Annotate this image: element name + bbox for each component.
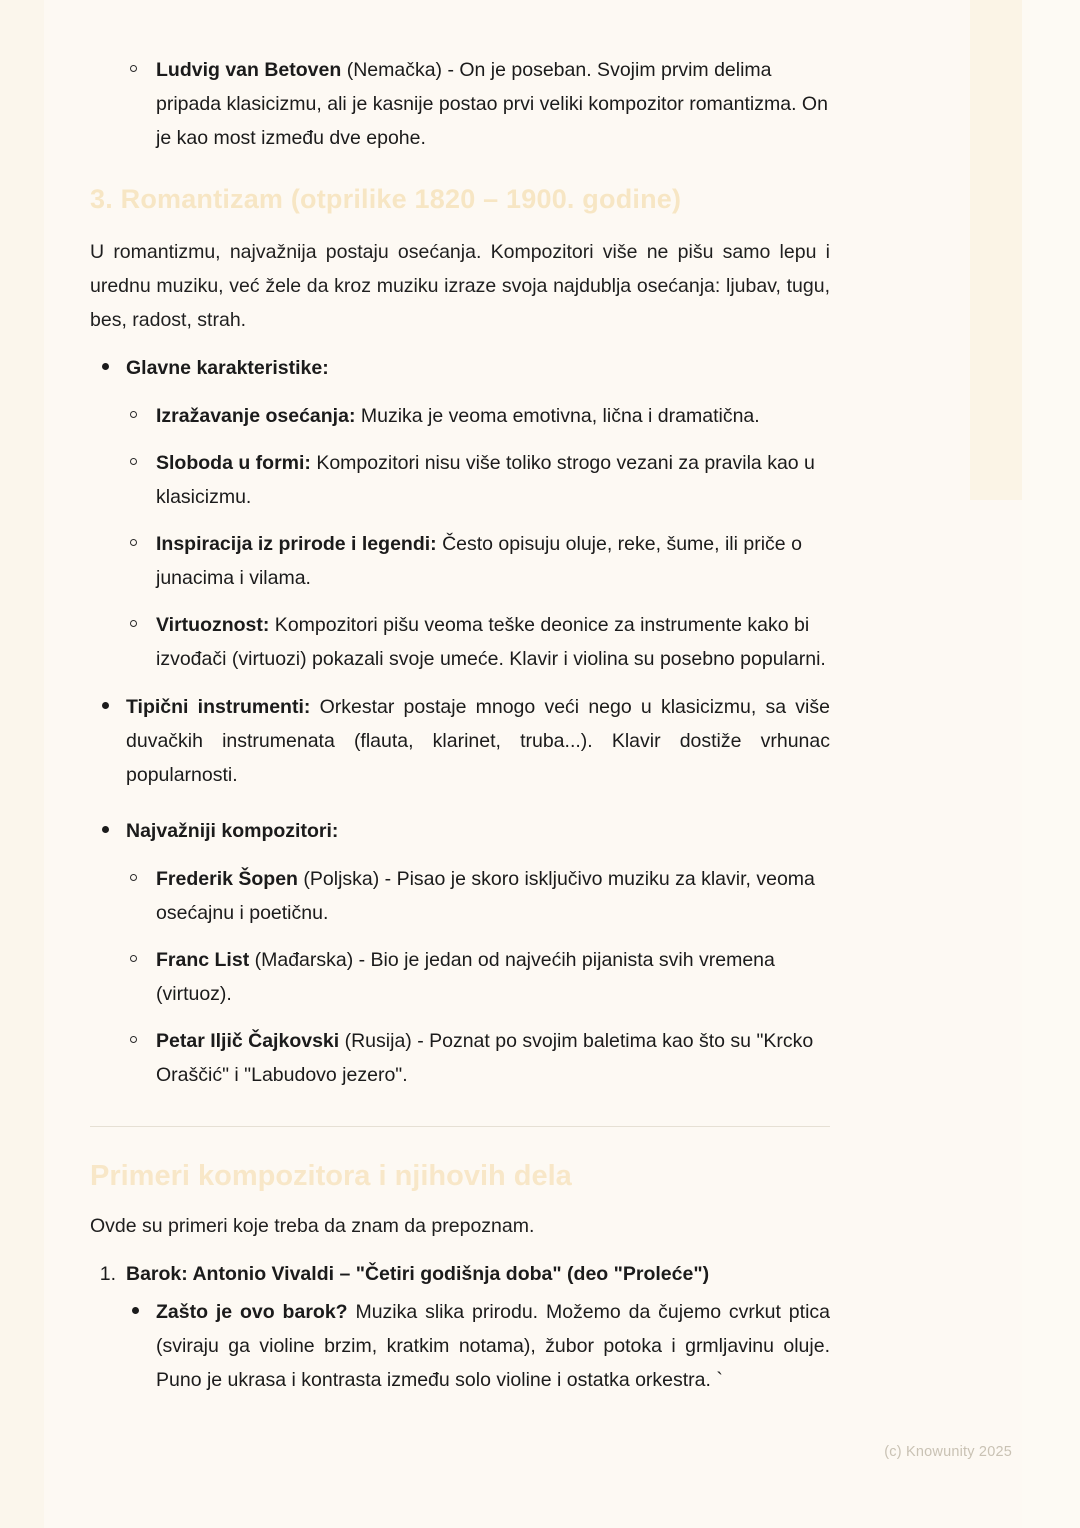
hollow-bullet-icon (130, 65, 137, 72)
list-item (120, 608, 830, 676)
examples-list (90, 1257, 830, 1291)
composer-description: (Mađarska) - Bio je jedan od najvećih pijanista svih vremena (virtuoz). (156, 949, 775, 1005)
solid-bullet-icon (132, 1307, 139, 1314)
watermark: (c) Knowunity 2025 (884, 1444, 1012, 1460)
characteristic-term: Virtuoznost: (156, 614, 270, 636)
characteristics-label: Glavne karakteristike: (126, 357, 329, 379)
composer-description: (Rusija) - Poznat po svojim baletima kao što su "Krcko Oraščić" i "Labudovo jezero". (156, 1030, 814, 1086)
composer-name: Petar Iljič Čajkovski (156, 1030, 340, 1052)
example-question: Zašto je ovo barok? (156, 1301, 348, 1323)
composer-name: Franc List (156, 949, 250, 971)
characteristic-term: Sloboda u formi: (156, 452, 311, 474)
list-item (90, 1257, 830, 1291)
list-item (90, 690, 830, 792)
page-left-margin (0, 0, 44, 1528)
list-number: 1. (99, 1263, 116, 1285)
composer-name: Ludvig van Betoven (156, 59, 342, 81)
composers-sublist (120, 862, 830, 1092)
page-tint-block (970, 0, 1022, 500)
list-item (120, 943, 830, 1011)
document-content (90, 40, 830, 1411)
hollow-bullet-icon (130, 620, 137, 627)
examples-intro: Ovde su primeri koje treba da znam da prepoznam. (90, 1215, 535, 1237)
composers-label: Najvažniji kompozitori: (126, 820, 339, 842)
list-item (120, 862, 830, 930)
instruments-list (90, 690, 830, 848)
list-item (120, 1295, 830, 1397)
intro-paragraph: U romantizmu, najvažnija postaju osećanja. Kompozitori više ne pišu samo lepu i urednu muziku, već žele da kroz muziku izraze svoja najdublja osećanja: ljubav, tugu, bes, radost, strah. (90, 241, 830, 331)
characteristic-text: Kompozitori nisu više toliko strogo vezani za pravila kao u klasicizmu. (156, 452, 815, 508)
characteristics-sublist (120, 399, 830, 676)
example-title: Barok: Antonio Vivaldi – "Četiri godišnja doba" (deo "Proleće") (126, 1263, 710, 1285)
example-detail-list (120, 1295, 830, 1397)
composer-description: (Poljska) - Pisao je skoro isključivo muziku za klavir, veoma osećajnu i poetičnu. (156, 868, 815, 924)
top-sublist (120, 53, 830, 155)
list-item (120, 1024, 830, 1092)
characteristic-text: Kompozitori pišu veoma teške deonice za instrumente kako bi izvođači (virtuozi) pokazali svoje umeće. Klavir i violina su posebno popularni. (156, 614, 826, 670)
composer-name: Frederik Šopen (156, 868, 298, 890)
example-answer: Muzika slika prirodu. Možemo da čujemo cvrkut ptica (sviraju ga violine brzim, kratkim notama), žubor potoka i grmljavinu oluje. Puno je ukrasa i kontrasta između solo violine i ostatka orkestra. ` (156, 1301, 830, 1391)
list-item (120, 446, 830, 514)
solid-bullet-icon (102, 363, 109, 370)
hollow-bullet-icon (130, 955, 137, 962)
hollow-bullet-icon (130, 411, 137, 418)
list-item (120, 53, 830, 155)
characteristics-list (90, 351, 830, 385)
section-heading-romantizam: 3. Romantizam (otprilike 1820 – 1900. godine) (90, 184, 682, 214)
list-item (120, 527, 830, 595)
composer-description: (Nemačka) - On je poseban. Svojim prvim delima pripada klasicizmu, ali je kasnije postao prvi veliki kompozitor romantizma. On je kao most između dve epohe. (156, 59, 828, 149)
section-divider (90, 1126, 830, 1127)
list-item (120, 399, 830, 433)
instruments-label: Tipični instrumenti: (126, 696, 311, 718)
characteristic-text: Često opisuju oluje, reke, šume, ili priče o junacima i vilama. (156, 533, 802, 589)
instruments-text: Orkestar postaje mnogo veći nego u klasicizmu, sa više duvačkih instrumenata (flauta, klarinet, truba...). Klavir dostiže vrhunac popularnosti. (126, 696, 830, 786)
page-right-margin (1022, 0, 1080, 1528)
examples-heading: Primeri kompozitora i njihovih dela (90, 1160, 572, 1192)
characteristic-term: Inspiracija iz prirode i legendi: (156, 533, 437, 555)
list-item (90, 814, 830, 848)
characteristic-term: Izražavanje osećanja: (156, 405, 356, 427)
solid-bullet-icon (102, 826, 109, 833)
hollow-bullet-icon (130, 458, 137, 465)
solid-bullet-icon (102, 702, 109, 709)
list-item (90, 351, 830, 385)
hollow-bullet-icon (130, 539, 137, 546)
hollow-bullet-icon (130, 1036, 137, 1043)
characteristic-text: Muzika je veoma emotivna, lična i dramatična. (355, 405, 760, 427)
hollow-bullet-icon (130, 874, 137, 881)
